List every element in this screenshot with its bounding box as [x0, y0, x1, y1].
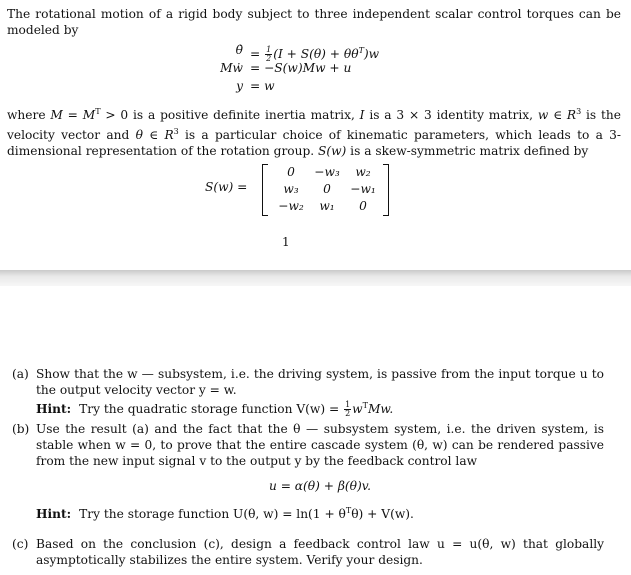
equation-lhs: y — [236, 79, 243, 93]
hint-label: Hint: — [36, 506, 72, 521]
question-b — [12, 421, 604, 522]
intro-paragraph: The rotational motion of a rigid body subject to three independent scalar control torques can be modeled by — [7, 7, 621, 37]
hint: Hint: Try the quadratic storage function V(w) = $\frac{1}{2}$ $w^TMw$. — [36, 400, 394, 419]
page-divider — [0, 270, 631, 286]
question-text: Based on the conclusion (c), design a feedback control law u = u(θ, w) that globally asymptotically stabilizes the entire system. Verify your design. — [36, 537, 604, 568]
right-bracket — [383, 164, 389, 216]
description-paragraph: where $M = M^T > 0$ is a positive definite inertia matrix, I is a 3 × 3 identity matrix, w ∈ $R^3$ is the velocity vector and θ ∈ $R^3$ is a particular choice of kinematic parameters, which leads to a 3-dimensional representation of the rotation group. S(w) is a skew-symmetric matrix defined by — [7, 107, 621, 158]
matrix-cell: w₃ — [283, 182, 299, 196]
matrix-cell: 0 — [287, 165, 295, 179]
fraction: $\frac{1}{2}$ — [345, 400, 351, 419]
question-label: (b) — [12, 422, 30, 436]
left-bracket — [262, 164, 268, 216]
hint: Hint: Try the storage function U(θ, $w) = \ln(1 + \theta^T\theta) + V(w)$. — [36, 505, 414, 521]
question-label: (c) — [12, 537, 29, 551]
page-number: 1 — [282, 235, 290, 249]
question-label: (a) — [12, 367, 29, 381]
equation-rhs: = $\frac{1}{2}$ $(I + S(\theta) + \theta\theta^T)w$ — [250, 45, 380, 64]
question-c — [12, 536, 604, 568]
question-text: Use the result (a) and the fact that the θ — subsystem system, i.e. the driven system, is stable when w = 0, to prove that the entire cascade system (θ, w) can be rendered passive from the new input signal v to the output y by the feedback control law — [36, 422, 604, 469]
matrix-cell: w₁ — [319, 199, 335, 213]
equation-rhs: = −S(w)Mw + u — [250, 61, 352, 75]
matrix-cell: 0 — [359, 199, 367, 213]
matrix-cell: −w₃ — [314, 165, 340, 179]
equation-lhs: Mẇ — [220, 61, 243, 75]
control-law: u = α(θ) + β(θ)v. — [268, 478, 372, 493]
matrix-cell: −w₁ — [350, 182, 376, 196]
matrix-cell: w₂ — [355, 165, 371, 179]
equation-lhs: θ̇ — [235, 43, 243, 57]
hint-label: Hint: — [36, 402, 72, 417]
matrix-grid — [273, 165, 381, 214]
question-text: Show that the w — subsystem, i.e. the driving system, is passive from the input torque u to the output velocity vector y = w. — [36, 367, 604, 398]
fraction: $\frac{1}{2}$ — [266, 45, 272, 64]
question-a — [12, 366, 604, 418]
matrix-cell: 0 — [323, 182, 331, 196]
matrix-label: S(w) = — [205, 180, 248, 194]
equation-rhs: = w — [250, 79, 275, 93]
matrix-cell: −w₂ — [278, 199, 304, 213]
